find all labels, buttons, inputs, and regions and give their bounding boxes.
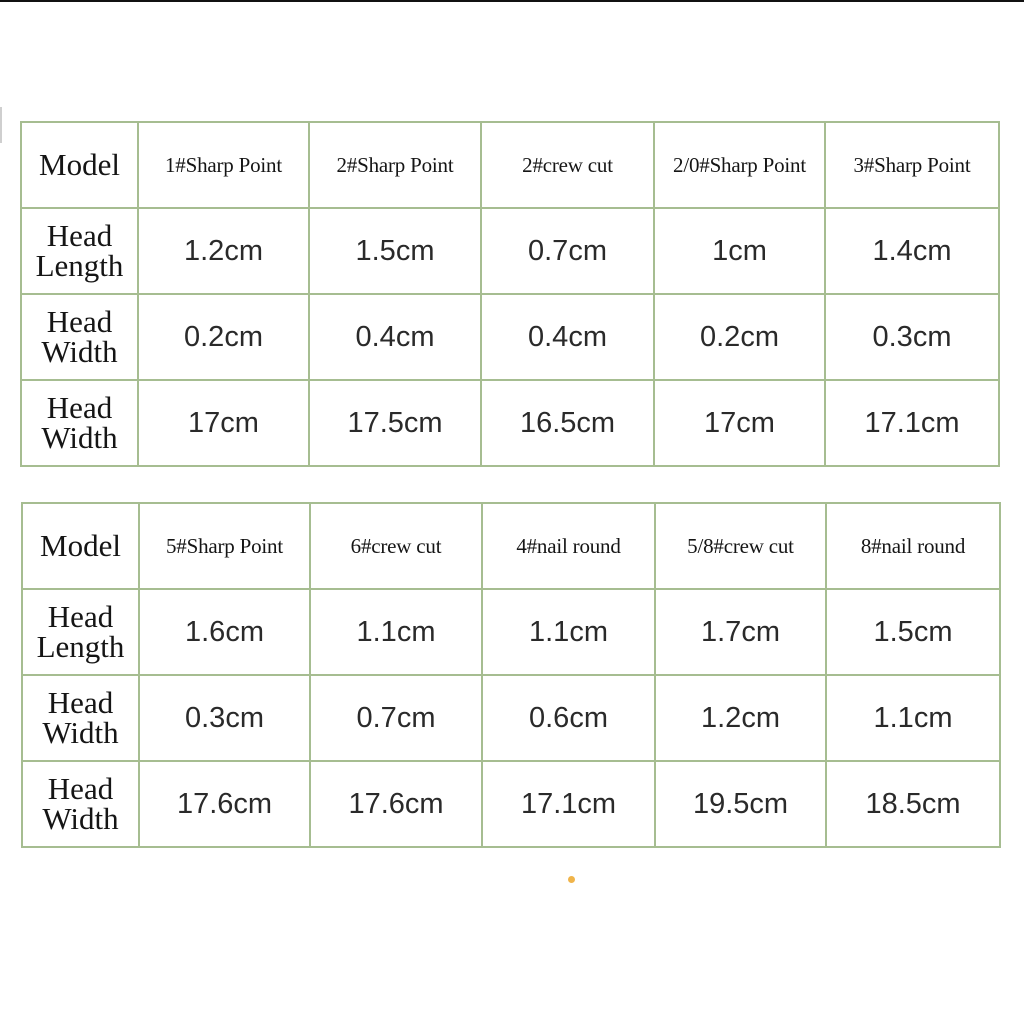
measurement-cell: 1.2cm (655, 675, 826, 761)
measurement-cell: 17cm (654, 380, 825, 466)
model-header: Model (21, 122, 138, 208)
measurement-cell: 1.5cm (826, 589, 1000, 675)
model-name: 8#nail round (826, 503, 1000, 589)
measurement-cell: 0.3cm (825, 294, 999, 380)
measurement-cell: 17.6cm (310, 761, 482, 847)
measurement-cell: 18.5cm (826, 761, 1000, 847)
measurement-cell: 1.4cm (825, 208, 999, 294)
model-name: 6#crew cut (310, 503, 482, 589)
accent-dot (568, 876, 575, 883)
model-header: Model (22, 503, 139, 589)
model-name: 4#nail round (482, 503, 655, 589)
measurement-cell: 17.1cm (482, 761, 655, 847)
measurement-cell: 1.5cm (309, 208, 481, 294)
edge-mark (0, 107, 2, 143)
model-name: 2#crew cut (481, 122, 654, 208)
measurement-cell: 19.5cm (655, 761, 826, 847)
measurement-cell: 17.5cm (309, 380, 481, 466)
row-label: Head Width (22, 761, 139, 847)
model-name: 1#Sharp Point (138, 122, 309, 208)
row-label: Head Width (21, 380, 138, 466)
model-row (22, 503, 1000, 589)
model-name: 3#Sharp Point (825, 122, 999, 208)
measurement-cell: 0.6cm (482, 675, 655, 761)
spec-table-2 (21, 502, 1001, 848)
measurement-cell: 1.1cm (310, 589, 482, 675)
measurement-cell: 16.5cm (481, 380, 654, 466)
row-label: Head Width (22, 675, 139, 761)
measurement-cell: 17.6cm (139, 761, 310, 847)
model-row (21, 122, 999, 208)
spec-table-1 (20, 121, 1000, 467)
measurement-cell: 0.3cm (139, 675, 310, 761)
row-label: Head Length (21, 208, 138, 294)
model-name: 5#Sharp Point (139, 503, 310, 589)
table-row (21, 380, 999, 466)
measurement-cell: 1cm (654, 208, 825, 294)
row-label: Head Width (21, 294, 138, 380)
measurement-cell: 0.7cm (481, 208, 654, 294)
measurement-cell: 0.2cm (654, 294, 825, 380)
table-row (22, 761, 1000, 847)
table-row (22, 589, 1000, 675)
model-name: 2#Sharp Point (309, 122, 481, 208)
table-row (21, 294, 999, 380)
measurement-cell: 0.4cm (481, 294, 654, 380)
measurement-cell: 17.1cm (825, 380, 999, 466)
model-name: 5/8#crew cut (655, 503, 826, 589)
table-row (22, 675, 1000, 761)
measurement-cell: 1.1cm (482, 589, 655, 675)
measurement-cell: 0.7cm (310, 675, 482, 761)
table-row (21, 208, 999, 294)
measurement-cell: 1.2cm (138, 208, 309, 294)
row-label: Head Length (22, 589, 139, 675)
measurement-cell: 1.7cm (655, 589, 826, 675)
measurement-cell: 0.4cm (309, 294, 481, 380)
model-name: 2/0#Sharp Point (654, 122, 825, 208)
measurement-cell: 17cm (138, 380, 309, 466)
top-divider (0, 0, 1024, 2)
measurement-cell: 0.2cm (138, 294, 309, 380)
measurement-cell: 1.1cm (826, 675, 1000, 761)
measurement-cell: 1.6cm (139, 589, 310, 675)
